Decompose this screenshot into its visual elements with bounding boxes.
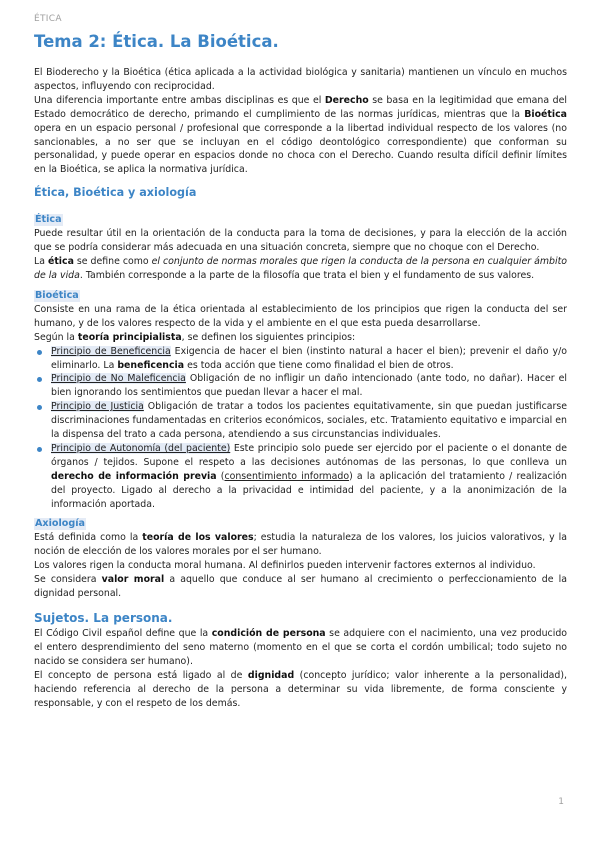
intro-paragraph-2: Una diferencia importante entre ambas disciplinas es que el Derecho se basa en la legitimidad que emana del Estado democrático de derecho, primando el cumplimiento de las normas jurídicas, mientras que la Bioética opera en un espacio personal / profesional que corresponde a la libertad individual respecto de los valores (no sancionables, a no ser que se incluyan en el código deontológico correspondiente) que conforman su personalidad, y puede operar en espacios donde no choca con el Derecho. Cuando resulta difícil definir límites en la Bioética, se aplica la normativa jurídica. bbox=[34, 94, 567, 176]
section-heading-sujetos: Sujetos. La persona. bbox=[34, 611, 173, 625]
principles-list bbox=[34, 345, 567, 512]
principle-no-maleficencia-link[interactable]: Principio de No Maleficencia bbox=[51, 373, 186, 385]
principle-autonomia-link[interactable]: Principio de Autonomía (del paciente) bbox=[51, 442, 231, 454]
bullet-icon bbox=[37, 377, 42, 382]
subheading-axiologia: Axiología bbox=[35, 518, 86, 530]
list-item: Principio de Beneficencia Exigencia de hacer el bien (instinto natural a hacer el bien); prevenir el daño y/o eliminarlo. La beneficencia es toda acción que tiene como finalidad el bien de otros. bbox=[34, 345, 567, 373]
intro-paragraph-1: El Bioderecho y la Bioética (ética aplicada a la actividad biológica y sanitaria) mantienen un vínculo en muchos aspectos, influyendo con reciprocidad. bbox=[34, 67, 567, 92]
page-number: 1 bbox=[558, 797, 564, 807]
subheading-bioetica: Bioética bbox=[35, 289, 79, 301]
axiologia-paragraph-2: Los valores rigen la conducta moral humana. Al definirlos pueden intervenir factores externos al individuo. bbox=[34, 560, 536, 572]
list-item: Principio de Justicia Obligación de tratar a todos los pacientes equitativamente, sin que puedan justificarse discriminaciones fundamentadas en criterios económicos, sociales, etc. Tratamiento equitativo e imparcial en la dispensa del trato a cada persona, atendiendo a sus circunstancias individuales. bbox=[34, 400, 567, 442]
bullet-icon bbox=[37, 350, 42, 355]
sujetos-paragraph-1: El Código Civil español define que la condición de persona se adquiere con el nacimiento, una vez producido el entero desprendimiento del seno materno (momento en el que se corta el cordón umbilical; todo sujeto no nacido se considera ser humano). bbox=[34, 628, 568, 667]
list-item: Principio de No Maleficencia Obligación de no infligir un daño intencionado (ante todo, no dañar). Hacer el bien ignorando los sentimientos que puedan llevar a hacer el mal. bbox=[34, 372, 567, 400]
bioetica-paragraph-1: Consiste en una rama de la ética orientada al establecimiento de los principios que rigen la conducta del ser humano, y de los valores respecto de la vida y el ambiente en el que esta pueda desarrollarse. bbox=[34, 303, 567, 329]
etica-paragraph-1: Puede resultar útil en la orientación de la conducta para la toma de decisiones, y para la elección de la acción que se podría considerar más adecuada en una situación concreta, siempre que no choque con el Derecho. bbox=[34, 228, 567, 254]
sujetos-paragraph-2: El concepto de persona está ligado al de dignidad (concepto jurídico; valor inherente a la personalidad), haciendo referencia al derecho de la persona a determinar su vida libremente, de forma consciente y responsable, y con el respeto de los demás. bbox=[34, 669, 567, 709]
bullet-icon bbox=[37, 405, 42, 410]
document-body bbox=[34, 66, 567, 710]
axiologia-paragraph-3: Se considera valor moral a aquello que conduce al ser humano al crecimiento o perfeccionamiento de la dignidad personal. bbox=[34, 574, 567, 600]
running-header: ÉTICA bbox=[34, 14, 62, 24]
section-heading-etica-bioetica-axiologia: Ética, Bioética y axiología bbox=[34, 186, 197, 200]
axiologia-paragraph-1: Está definida como la teoría de los valores; estudia la naturaleza de los valores, los juicios valorativos, y la noción de elección de los valores morales por el ser humano. bbox=[34, 532, 567, 558]
etica-paragraph-2: La ética se define como el conjunto de normas morales que rigen la conducta de la persona en cualquier ámbito de la vida. También corresponde a la parte de la filosofía que trata el bien y el fundamento de sus valores. bbox=[34, 256, 567, 281]
page-title: Tema 2: Ética. La Bioética. bbox=[34, 32, 279, 51]
bullet-icon bbox=[37, 447, 42, 452]
principle-justicia-link[interactable]: Principio de Justicia bbox=[51, 401, 144, 413]
consentimiento-informado-link[interactable]: consentimiento informado bbox=[224, 470, 350, 482]
subheading-etica: Ética bbox=[35, 214, 62, 226]
list-item: Principio de Autonomía (del paciente) Este principio solo puede ser ejercido por el paciente o el donante de órganos / tejidos. Supone el respeto a las decisiones autónomas de las personas, lo que conlleva un derecho de información previa (consentimiento informado) a la aplicación del tratamiento / realización del proyecto. Ligado al derecho a la privacidad e intimidad del paciente, y a la anonimización de la información aportada. bbox=[34, 442, 567, 512]
bioetica-paragraph-2: Según la teoría principialista, se definen los siguientes principios: bbox=[34, 331, 356, 343]
principle-beneficencia-link[interactable]: Principio de Beneficencia bbox=[51, 345, 171, 357]
